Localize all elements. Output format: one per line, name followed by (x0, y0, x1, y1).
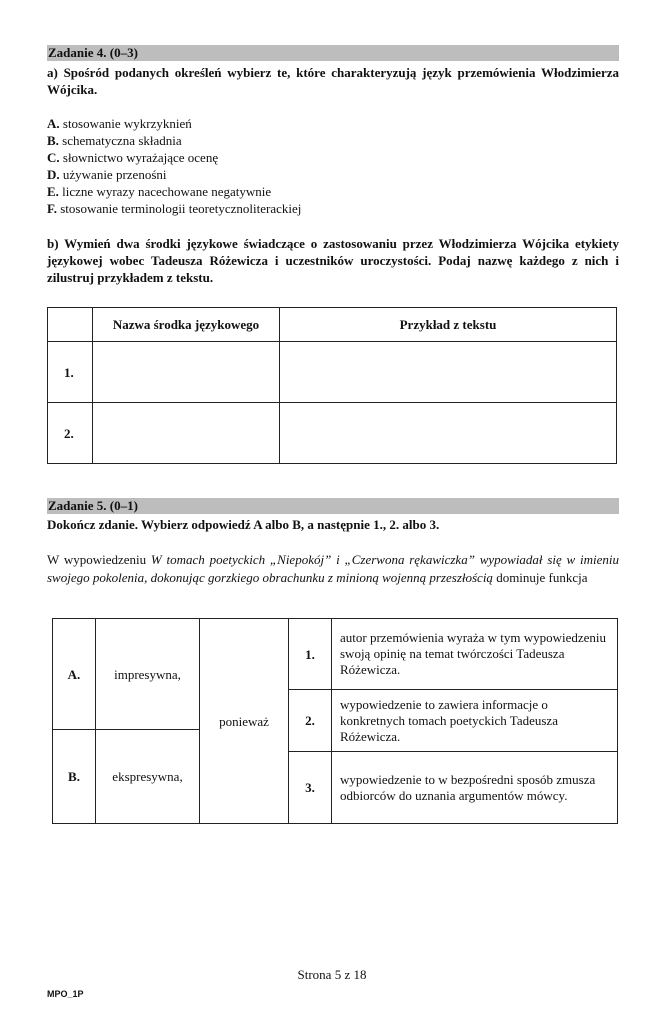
reason-2-number[interactable]: 2. (289, 690, 332, 752)
col-header-device: Nazwa środka językowego (93, 308, 280, 342)
reason-3-text[interactable]: wypowiedzenie to w bezpośredni sposób zmusza odbiorców do uznania argumentów mówcy. (332, 752, 618, 824)
task4-b-prompt: b) Wymień dwa środki językowe świadczące o zastosowaniu przez Włodzimierza Wójcika etykiety językowej wobec Tadeusza Różewicza i uczestników uroczystości. Podaj nazwę każdego z nich i zilustruj przykładem z tekstu. (47, 236, 619, 285)
choice-a-text[interactable]: impresywna, (96, 619, 200, 730)
table-row (48, 403, 617, 464)
table-corner (48, 308, 93, 342)
option-a[interactable]: A. stosowanie wykrzyknień (47, 116, 192, 131)
connector-text: ponieważ (200, 619, 289, 824)
row-number: 2. (48, 403, 93, 464)
reason-3-number[interactable]: 3. (289, 752, 332, 824)
option-b[interactable]: B. schematyczna składnia (47, 133, 182, 148)
stem-quote: W tomach poetyckich „Niepokój” i „Czerwona rękawiczka” wypowiadał się w imieniu swojego pokolenia, dokonując gorzkiego obrachunku z minioną wojenną przeszłością (47, 552, 619, 585)
task4-header: Zadanie 4. (0–3) (47, 45, 619, 61)
col-header-example: Przykład z tekstu (280, 308, 617, 342)
choice-a-letter[interactable]: A. (53, 619, 96, 730)
table-row (48, 342, 617, 403)
task5-header: Zadanie 5. (0–1) (47, 498, 619, 514)
reason-1-text[interactable]: autor przemówienia wyraża w tym wypowiedzeniu swoją opinię na temat twórczości Tadeusza Różewicza. (332, 619, 618, 690)
row-number: 1. (48, 342, 93, 403)
task4-a-prompt: a) Spośród podanych określeń wybierz te, które charakteryzują język przemówienia Włodzimierza Wójcika. (47, 65, 619, 97)
task5-instruction: Dokończ zdanie. Wybierz odpowiedź A albo B, a następnie 1., 2. albo 3. (47, 517, 440, 532)
task5-stem: W wypowiedzeniu W tomach poetyckich „Niepokój” i „Czerwona rękawiczka” wypowiadał się w imieniu swojego pokolenia, dokonując gorzkiego obrachunku z minioną wojenną przeszłością dominuje funkcja (47, 552, 619, 585)
option-d[interactable]: D. używanie przenośni (47, 167, 167, 182)
device-answer-cell[interactable] (93, 342, 280, 403)
answer-table-b (47, 307, 617, 464)
reason-2-text[interactable]: wypowiedzenie to zawiera informacje o konkretnych tomach poetyckich Tadeusza Różewicza. (332, 690, 618, 752)
option-f[interactable]: F. stosowanie terminologii teoretycznoliterackiej (47, 201, 302, 216)
reason-1-number[interactable]: 1. (289, 619, 332, 690)
option-c[interactable]: C. słownictwo wyrażające ocenę (47, 150, 219, 165)
option-e[interactable]: E. liczne wyrazy nacechowane negatywnie (47, 184, 272, 199)
choice-b-letter[interactable]: B. (53, 730, 96, 824)
exam-code: MPO_1P (47, 989, 84, 999)
page-number: Strona 5 z 18 (297, 967, 367, 982)
example-answer-cell[interactable] (280, 403, 617, 464)
device-answer-cell[interactable] (93, 403, 280, 464)
choice-b-text[interactable]: ekspresywna, (96, 730, 200, 824)
example-answer-cell[interactable] (280, 342, 617, 403)
choice-table (52, 618, 618, 824)
